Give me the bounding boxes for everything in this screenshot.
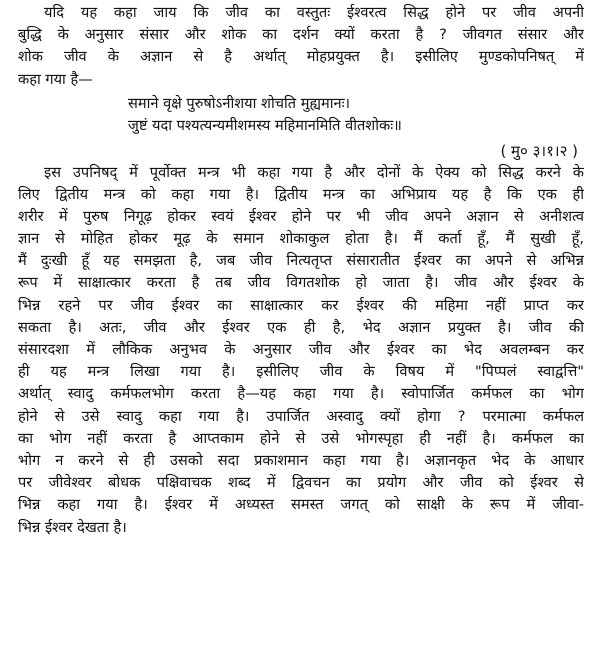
text-line: शोक जीव के अज्ञान से है अर्थात् मोहप्रयुक्त है। इसीलिए मुण्डकोपनिषत् में bbox=[18, 48, 584, 66]
paragraph-1 bbox=[18, 2, 584, 91]
text-line: इस उपनिषद् में पूर्वोक्त मन्त्र भी कहा गया है और दोनों के ऐक्य को सिद्ध करने के bbox=[44, 163, 584, 181]
verse-line: जुष्टं यदा पश्यत्यन्यमीशमस्य महिमानमिति वीतशोकः॥ bbox=[128, 117, 402, 135]
text-line: यदि यह कहा जाय कि जीव का वस्तुतः ईश्वरत्व सिद्ध होने पर जीव अपनी bbox=[44, 4, 584, 21]
sanskrit-verse bbox=[18, 93, 584, 138]
text-line: पर जीवेश्वर बोधक पक्षिवाचक शब्द में द्विवचन का प्रयोग और जीव को ईश्वर से bbox=[18, 474, 584, 492]
text-line: मैं दुःखी हूँ यह समझता है, जब जीव नित्यतृप्त संसारातीत ईश्वर का अपने से अभिन्न bbox=[18, 252, 584, 270]
text-line: का भोग नहीं करता है आप्तकाम होने से उसे भोगस्पृहा ही नहीं है। कर्मफल का bbox=[18, 429, 584, 447]
text-line: ज्ञान से मोहित होकर मूढ़ के समान शोकाकुल होता है। मैं कर्ता हूँ, मैं सुखी हूँ, bbox=[18, 230, 584, 248]
text-line: ही यह मन्त्र लिखा गया है। इसीलिए जीव के विषय में "पिप्पलं स्वाद्वत्ति" bbox=[18, 363, 584, 381]
text-line: बुद्धि के अनुसार संसार और शोक का दर्शन क्यों करता है ? जीवगत संसार और bbox=[18, 26, 584, 44]
paragraph-2 bbox=[18, 162, 584, 539]
text-line: संसारदशा में लौकिक अनुभव के अनुसार जीव और ईश्वर का भेद अवलम्बन कर bbox=[18, 341, 584, 359]
text-line: होने से उसे स्वादु कहा गया है। उपार्जित अस्वादु क्यों होगा ? परमात्मा कर्मफल bbox=[18, 407, 584, 425]
verse-line: समाने वृक्षे पुरुषोऽनीशया शोचति मुह्यमानः। bbox=[128, 94, 351, 112]
text-line: सकता है। अतः, जीव और ईश्वर एक ही है, भेद अज्ञान प्रयुक्त है। जीव की bbox=[18, 318, 584, 336]
text-line: कहा गया है— bbox=[18, 70, 93, 88]
text-line: भोग न करने से ही उसको सदा प्रकाशमान कहा गया है। अज्ञानकृत भेद के आधार bbox=[18, 451, 584, 469]
text-line: भिन्न रहने पर जीव ईश्वर का साक्षात्कार कर ईश्वर की महिमा नहीं प्राप्त कर bbox=[18, 296, 584, 314]
verse-citation: ( मु० ३।१।२ ) bbox=[500, 141, 578, 160]
text-line: लिए द्वितीय मन्त्र को कहा गया है। द्वितीय मन्त्र का अभिप्राय यह है कि एक ही bbox=[18, 185, 584, 203]
text-line: भिन्न ईश्वर देखता है। bbox=[18, 518, 127, 536]
text-line: शरीर में पुरुष निगूढ़ होकर स्वयं ईश्वर होने पर भी जीव अपने अज्ञान से अनीशत्व bbox=[18, 207, 584, 225]
text-line: अर्थात् स्वादु कर्मफलभोग करता है—यह कहा गया है। स्वोपार्जित कर्मफल का भोग bbox=[18, 385, 584, 403]
text-line: भिन्न कहा गया है। ईश्वर में अध्यस्त समस्त जगत् को साक्षी के रूप में जीवा- bbox=[18, 496, 584, 514]
text-line: रूप में साक्षात्कार करता है तब जीव विगतशोक हो जाता है। जीव और ईश्वर के bbox=[18, 274, 584, 292]
